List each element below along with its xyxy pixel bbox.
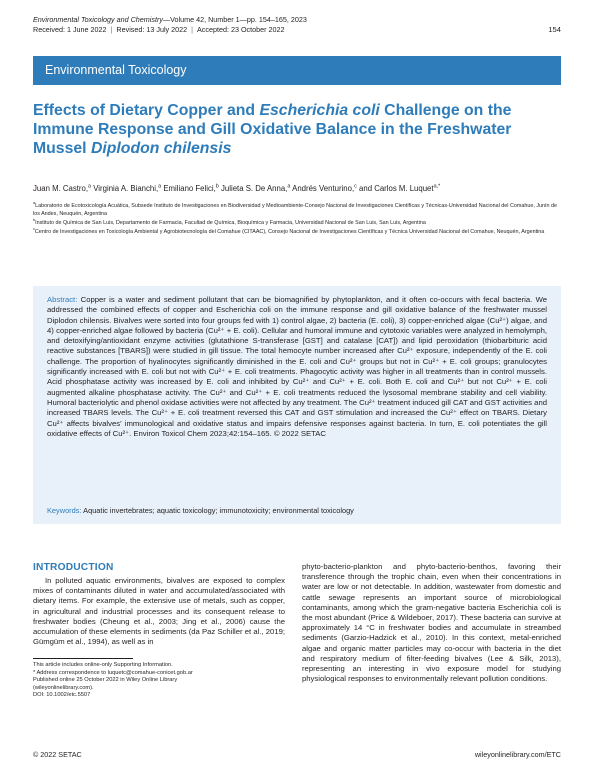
author[interactable]: Andrés Venturino,$^c$: [292, 183, 357, 193]
journal-url[interactable]: wileyonlinelibrary.com/ETC: [474, 750, 561, 759]
author[interactable]: and Carlos M. Luquet$^{a,*}$: [359, 183, 441, 193]
author[interactable]: Julieta S. De Anna,$^a$: [221, 183, 291, 193]
author-list: [33, 184, 561, 194]
revised-date: Revised: 13 July 2022: [116, 25, 188, 34]
date-separator: |: [191, 25, 194, 34]
affiliation: $^a$Laboratorio de Ecotoxicología Acuática, Subsede Instituto de Investigaciones en Biodiversidad y Medioambiente-Consejo Nacional de Investigaciones Científicas y Técnicas-Universidad Nacional del Comahue, Junín de los Andes, Neuquén, Argentina: [33, 201, 558, 217]
received-date: Received: 1 June 2022: [33, 25, 107, 34]
keywords-label: Keywords:: [47, 506, 82, 515]
introduction-heading: INTRODUCTION: [33, 562, 114, 573]
journal-header: [33, 15, 561, 35]
date-separator: |: [110, 25, 113, 34]
affiliation: $^b$Instituto de Química de San Luis, Departamento de Farmacia, Facultad de Química, Bioquímica y Farmacia, Universidad Nacional de San Luis, San Luis, Argentina: [33, 218, 426, 226]
author[interactable]: Juan M. Castro,$^a$: [33, 183, 92, 193]
intro-paragraph: In polluted aquatic environments, bivalves are exposed to complex mixes of contaminants diluted in water and accumulated/associated with dietary items. For example, the extensive use of metals, such as copper, in agricultural and industrial processes and its consequent release to freshwater bodies (Cheung et al., 2003; Jing et al., 2006) cause the accumulation of these elements in sediments (da Paz Schiller et al., 2019; Gümgüm et al., 1994), as well as in: [33, 576, 285, 647]
copyright: © 2022 SETAC: [33, 750, 82, 759]
footnote-library-link[interactable]: (wileyonlinelibrary.com).: [33, 684, 94, 691]
right-column: [302, 562, 561, 684]
article-title: Effects of Dietary Copper and Escherichia coli Challenge on the Immune Response and Gill Oxidative Balance in the Freshwater Mussel Diplodon chilensis: [33, 102, 512, 157]
abstract-label: Abstract:: [47, 295, 78, 304]
footnote-rule: [33, 658, 133, 659]
article-dates: [33, 25, 285, 35]
accepted-date: Accepted: 23 October 2022: [197, 25, 285, 34]
affiliations: [33, 202, 561, 237]
abstract: [47, 295, 547, 439]
left-column: [33, 562, 285, 647]
footnote-supporting-info: This article includes online-only Supporting Information.: [33, 662, 173, 668]
page-number: 154: [548, 25, 561, 34]
intro-paragraph-continued: phyto-bacterio-plankton and phyto-bacterio-benthos, favoring their transference through the trophic chain, even when their concentrations in water are low or not detectable. In addition, wastewater from domestic and cattle sewage represents an important source of microbiological contaminants, among which the gram-negative bacteria Escherichia coli is the most abundant (Price & Wildeboer, 2017). These bacteria can survive at approximately 14 °C in freshwater bodies and accumulate in streambed sediments (Garzio-Hadzick et al., 2010). In this context, metal-enriched algae and organic matter particles may co-occur with bacteria in the diet and respiratory medium of filter-feeding bivalves (Lee & Silk, 2013), representing an interesting in vivo exposure model for studying physiological responses to environmentally relevant pollution conditions.: [302, 562, 561, 684]
journal-citation: Environmental Toxicology and Chemistry—Volume 42, Number 1—pp. 154–165, 2023: [33, 15, 307, 24]
footnote-published: Published online 25 October 2022 in Wiley Online Library: [33, 677, 178, 684]
page-footer: [33, 750, 561, 759]
abstract-text: Copper is a water and sediment pollutant that can be biomagnified by phytoplankton, and it often co-occurs with fecal bacteria. We addressed the combined effects of copper and Escherichia coli on the immune response and gill oxidative balance of the freshwater mussel Diplodon chilensis. Bivalves were sorted into four groups fed with 1) control algae, 2) bacteria (E. coli), 3) copper-enriched algae (Cu²⁺) algae, and 4) copper-enriched algae followed by bacteria (Cu²⁺ + E. coli). Cellular and humoral immune and cytotoxic variables were analyzed in hemolymph, and detoxifying/antioxidant enzyme activities (glutathione S-transferase [GST] and catalase [CAT]) and lipid peroxidation (thiobarbituric acid reactive substances [TBARS]) were studied in gill tissue. The total hemocyte number increased after Cu²⁺ exposure, independently of the E. coli challenge. The proportion of hyalinocytes significantly diminished in the E. coli and Cu²⁺ groups but not in Cu²⁺ + E. coli groups; granulocytes significantly increased with E. coli but not with Cu²⁺ + E. coli treatments. Phagocytic activity was higher in all treatments than in control mussels. Acid phosphatase activity was increased by E. coli and inhibited by Cu²⁺ and Cu²⁺ + E. coli. Both E. coli and Cu²⁺ but not Cu²⁺ + E. coli augmented alkaline phosphatase activity. The Cu²⁺ and Cu²⁺ + E. coli treatments reduced the lysosomal membrane stability and cell viability. Humoral bacteriolytic and phenol oxidase activities were not affected by any treatment. The Cu²⁺ treatment induced gill CAT and GST activities and increased TBARS levels. The Cu²⁺ + E. coli treatment reversed this CAT and GST stimulation and increased the Cu²⁺ effect on TBARS. Dietary Cu²⁺ affects bivalves' immunological and oxidative status and impairs defensive responses against bacteria. In turn, E. coli potentiates the gill oxidative effects of Cu²⁺. Environ Toxicol Chem 2023;42:154–165. © 2022 SETAC: [47, 295, 547, 438]
abstract-box: [33, 286, 561, 524]
keywords-text: Aquatic invertebrates; aquatic toxicology; immunotoxicity; environmental toxicology: [81, 506, 354, 515]
author[interactable]: Virginia A. Bianchi,$^a$: [93, 183, 162, 193]
author[interactable]: Emiliano Felici,$^b$: [163, 183, 219, 193]
affiliation: $^c$Centro de Investigaciones en Toxicología Ambiental y Agrobiotecnología del Comahue (CITAAC), Consejo Nacional de Investigaciones Científicas y Técnica Universidad Nacional del Comahue, Neuquén, Argentina: [33, 227, 545, 235]
keywords: [47, 506, 354, 515]
section-banner: Environmental Toxicology: [33, 56, 561, 85]
footnote-correspondence[interactable]: * Address correspondence to luquetc@comahue-conicet.gob.ar: [33, 669, 193, 676]
footnotes: [33, 662, 285, 700]
dates-row: [33, 25, 561, 35]
footnote-doi[interactable]: DOI: 10.1002/etc.5507: [33, 692, 91, 699]
